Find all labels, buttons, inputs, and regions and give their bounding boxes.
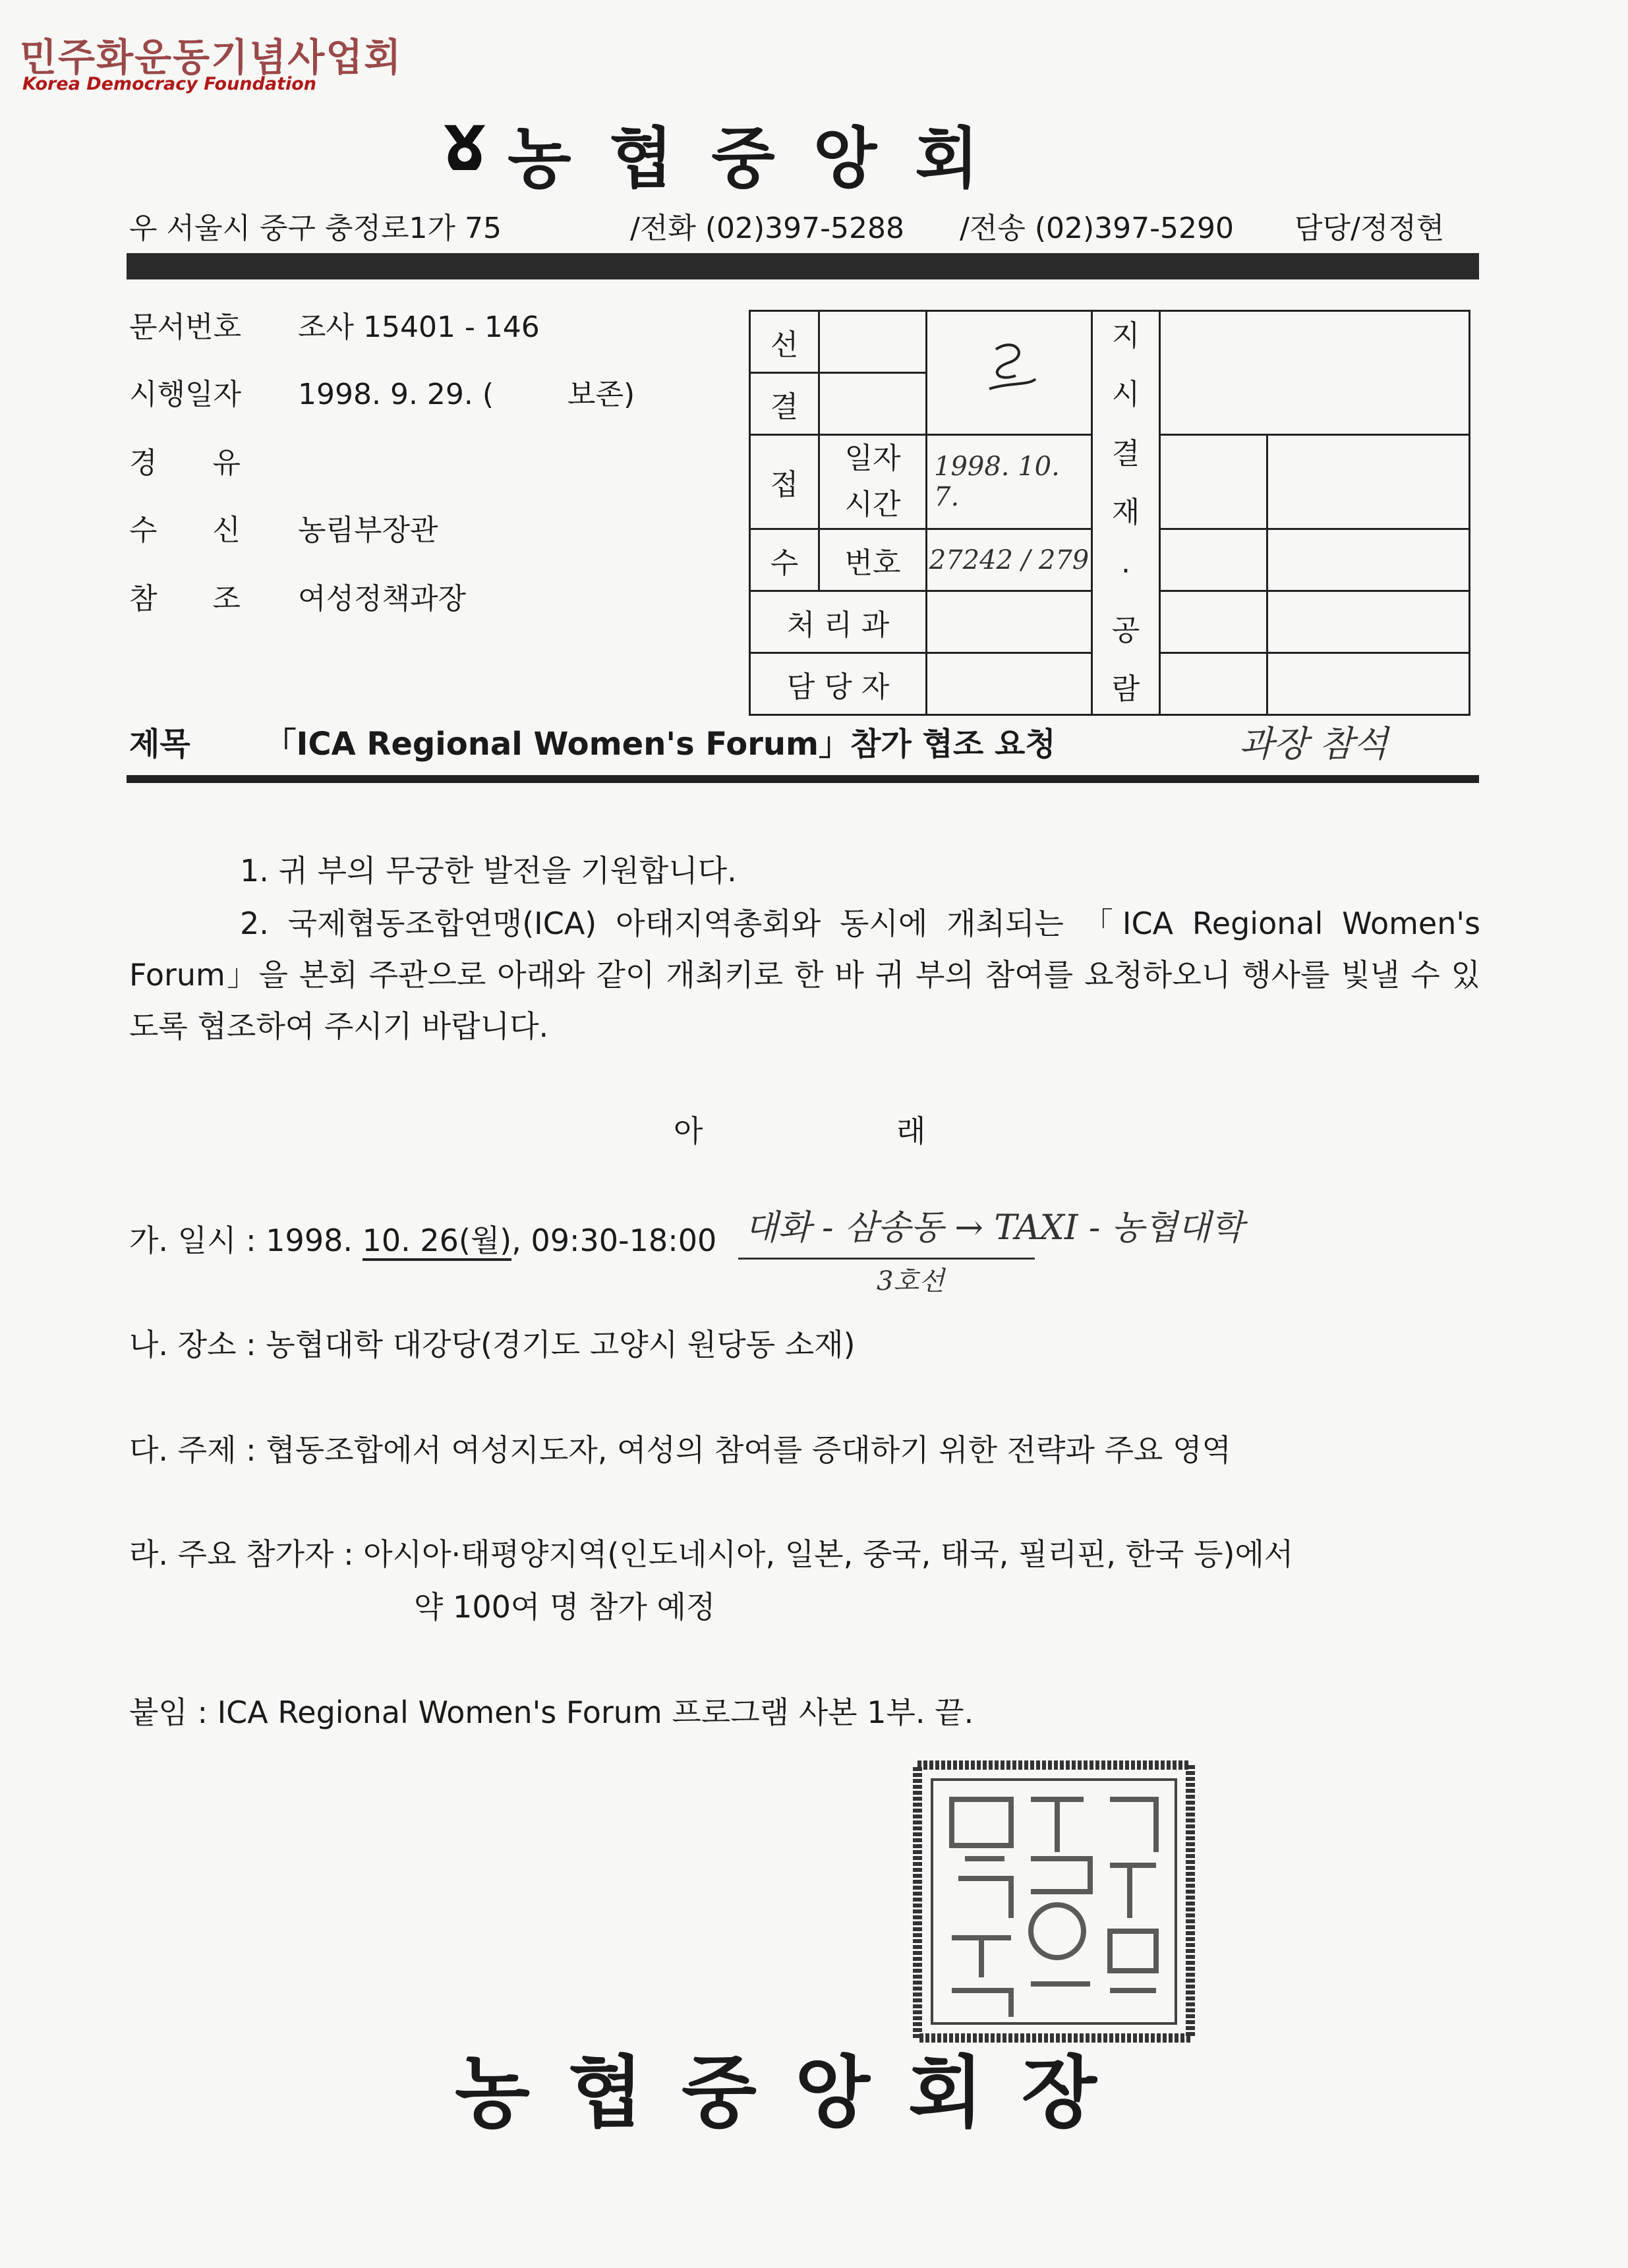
processing-dept-label: 처 리 과	[750, 591, 927, 653]
paragraph-1: 1. 귀 부의 무궁한 발전을 기원합니다.	[240, 853, 737, 888]
subject-line	[129, 718, 1056, 764]
handwritten-directions: 대화 - 삼송동 → TAXI - 농협대학	[745, 1208, 1244, 1248]
fax: /전송 (02)397-5290	[960, 212, 1234, 245]
item-ra-line2: 약 100여 명 참가 예정	[414, 1589, 716, 1625]
item-ga-time: , 09:30-18:00	[511, 1223, 717, 1258]
subject-text: 「ICA Regional Women's Forum」참가 협조 요청	[264, 726, 1056, 763]
attachment-note: 붙임 : ICA Regional Women's Forum 프로그램 사본 1부. 끝.	[129, 1695, 974, 1730]
instr-3: 결	[1111, 436, 1140, 471]
official-seal-icon	[912, 1760, 1196, 2043]
instr-2: 시	[1111, 378, 1140, 412]
item-ra-line1: 라. 주요 참가자 : 아시아·태평양지역(인도네시아, 일본, 중국, 태국, 필리핀, 한국 등)에서	[129, 1536, 1294, 1572]
approval-box	[749, 310, 1470, 716]
received-number: 27242 / 279	[927, 529, 1092, 591]
item-ga-label: 가. 일시 : 1998.	[129, 1223, 363, 1258]
handwritten-initial	[927, 311, 1092, 435]
issue-date-value: 1998. 9. 29. ( 보존)	[298, 378, 635, 411]
subject-divider	[127, 775, 1479, 783]
doc-number-label: 문서번호	[129, 310, 242, 344]
watermark-english: Korea Democracy Foundation	[22, 74, 317, 94]
date-label: 일자	[844, 442, 901, 475]
contact-person: 담당/정정현	[1294, 212, 1445, 245]
handwritten-underline	[738, 1258, 1035, 1260]
received-date: 1998. 10. 7.	[927, 435, 1092, 529]
reference-value: 여성정책과장	[298, 582, 467, 616]
item-na: 나. 장소 : 농협대학 대강당(경기도 고양시 원당동 소재)	[129, 1327, 856, 1362]
instr-5: ·	[1121, 554, 1130, 589]
nh-logo-icon	[439, 119, 490, 170]
instruction-column	[1092, 311, 1160, 715]
box-jeop: 접	[750, 435, 819, 529]
recipient-label: 수 신	[129, 513, 241, 547]
issue-date-label: 시행일자	[129, 378, 242, 411]
box-seon: 선	[750, 311, 819, 373]
heading-b: 래	[896, 1113, 926, 1149]
box-gyeol: 결	[750, 373, 819, 435]
handwritten-line-note: 3호선	[877, 1266, 945, 1296]
time-label: 시간	[844, 488, 901, 521]
recipient-value: 농림부장관	[298, 513, 438, 547]
item-ga-date: 10. 26(월)	[363, 1223, 512, 1261]
address: 우 서울시 중구 충정로1가 75	[129, 212, 502, 245]
instr-7: 람	[1111, 672, 1140, 706]
instr-4: 재	[1111, 495, 1140, 529]
box-su: 수	[750, 529, 819, 591]
signature-scribble-icon	[970, 330, 1049, 409]
instr-1: 지	[1111, 319, 1140, 353]
item-ga	[129, 1217, 716, 1260]
item-da: 다. 주제 : 협동조합에서 여성지도자, 여성의 참여를 증대하기 위한 전략과 주요 영역	[129, 1432, 1231, 1468]
organization-title: 농협중앙회	[508, 120, 1017, 197]
sender-name: 농협중앙회장	[455, 2047, 1135, 2138]
handwritten-subject-note: 과장 참석	[1239, 723, 1388, 765]
number-label: 번호	[819, 529, 927, 591]
instr-6: 공	[1111, 613, 1140, 647]
paragraph-2: 2. 국제협동조합연맹(ICA) 아태지역총회와 동시에 개최되는 「ICA Regional Women's Forum」을 본회 주관으로 아래와 같이 개최키로 한 바 귀 부의 참여를 요청하오니 행사를 빛낼 수 있도록 협조하여 주시기 바랍니다.	[129, 906, 1480, 1044]
reference-label: 참 조	[129, 582, 241, 616]
phone: /전화 (02)397-5288	[630, 212, 904, 245]
person-in-charge-label: 담 당 자	[750, 653, 927, 715]
doc-number-value: 조사 15401 - 146	[298, 310, 540, 344]
header-divider	[127, 253, 1479, 279]
subject-label: 제목	[129, 726, 190, 763]
heading-a: 아	[674, 1113, 703, 1149]
watermark-korean: 민주화운동기념사업회	[20, 35, 403, 80]
via-label: 경 유	[129, 446, 241, 480]
